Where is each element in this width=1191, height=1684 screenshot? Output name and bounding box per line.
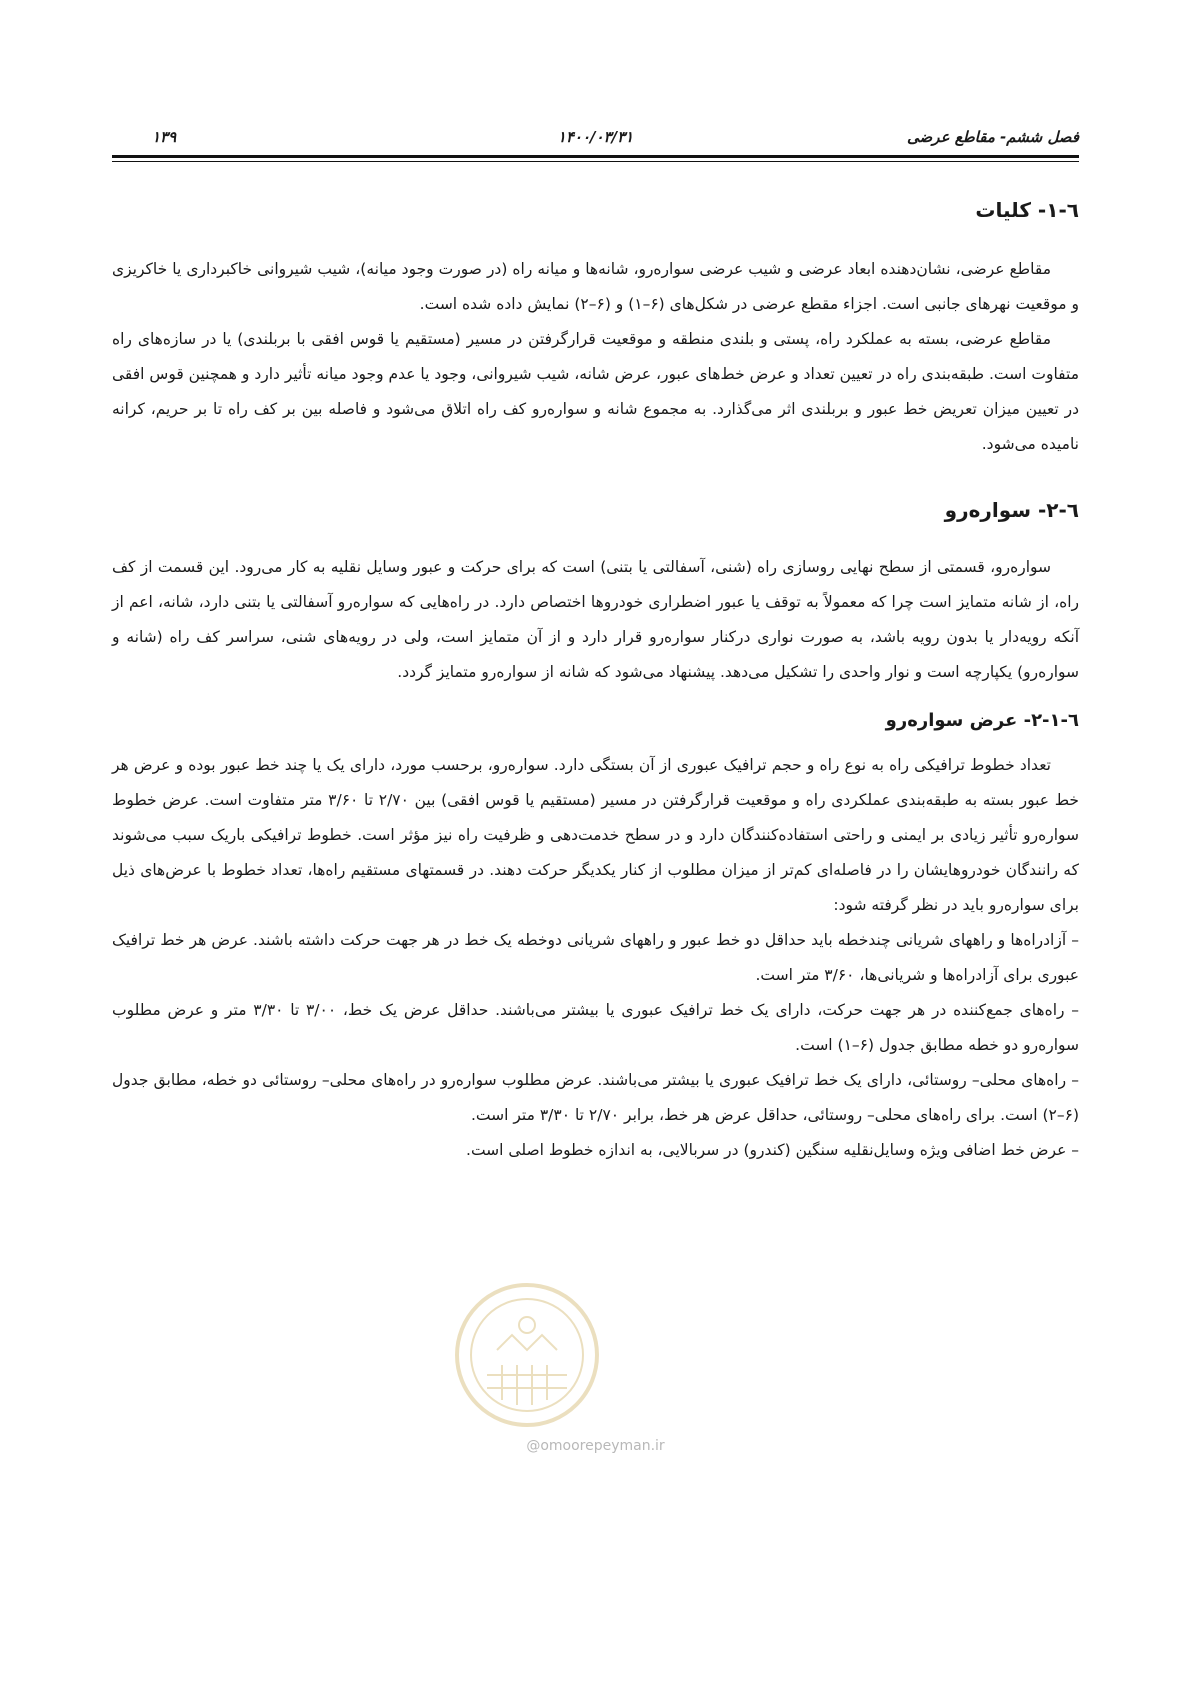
list-item: – راه‌های محلی– روستائی، دارای یک خط ترافیک عبوری یا بیشتر می‌باشند. عرض مطلوب سواره‌رو در راه‌های محلی– روستائی دو خطه، مطابق جدول (۶–۲) است. برای راه‌های محلی– روستائی، حداقل عرض هر خط، برابر ۲/۷۰ تا ۳/۳۰ متر است. — [112, 1071, 1079, 1124]
watermark-seal-icon — [452, 1280, 602, 1430]
paragraph: سواره‌رو، قسمتی از سطح نهایی روسازی راه (شنی، آسفالتی یا بتنی) است که برای حرکت و عبور وسایل نقلیه به کار می‌رود. این قسمت از کف راه، از شانه متمایز است چرا که معمولاً به توقف یا عبور اضطراری خودروها اختصاص دارد. در راه‌هایی که سواره‌رو آسفالتی یا بتنی دارد، شانه، اعم از آنکه رویه‌دار یا بدون رویه باشد، به صورت نواری درکنار سواره‌رو قرار دارد و از آن متمایز است، ولی در رویه‌های شنی، سراسر کف راه (شانه و سواره‌رو) یکپارچه است و نوار واحدی را تشکیل می‌دهد. پیشنهاد می‌شود که شانه از سواره‌رو متمایز گردد. — [112, 558, 1079, 681]
paragraph: تعداد خطوط ترافیکی راه به نوع راه و حجم ترافیک عبوری از آن بستگی دارد. سواره‌رو، برحسب مورد، دارای یک یا چند خط عبور بوده و عرض هر خط عبور بسته به طبقه‌بندی عملکردی راه و موقعیت قرارگرفتن در مسیر (مستقیم یا قوس افقی) بین ۲/۷۰ تا ۳/۶۰ متر متفاوت است. عرض خطوط سواره‌رو تأثیر زیادی بر ایمنی و راحتی استفاده‌کنندگان دارد و در سطح خدمت‌دهی و ظرفیت راه نیز مؤثر است. خطوط ترافیکی باریک سبب می‌شوند که رانندگان خودروهایشان را در فاصله‌ای کم‌تر از میزان مطلوب از کنار یکدیگر حرکت دهند. در قسمتهای مستقیم راه‌ها، تعداد خطوط با عرض‌های ذیل برای سواره‌رو باید در نظر گرفته شود: — [112, 756, 1080, 914]
body-text — [112, 190, 1079, 1168]
header-rule-thin — [112, 161, 1079, 162]
section-heading-generalities: ٦-۱- کلیات — [975, 198, 1079, 222]
header-rule-thick — [112, 155, 1079, 158]
subsection-heading-carriageway-width: ٦-۲-۱- عرض سواره‌رو — [885, 710, 1079, 731]
header-date: ۱۴۰۰/۰۳/۳۱ — [557, 128, 634, 146]
chapter-title: فصل ششم- مقاطع عرضی — [907, 128, 1079, 146]
list-item: – راه‌های جمع‌کننده در هر جهت حرکت، دارای یک خط ترافیک عبوری یا بیشتر می‌باشند. حداقل عرض یک خط، ۳/۰۰ تا ۳/۳۰ متر و عرض مطلوب سواره‌رو دو خطه مطابق جدول (۶–۱) است. — [112, 1001, 1080, 1054]
running-header — [112, 122, 1079, 152]
list-item: – عرض خط اضافی ویژه وسایل‌نقلیه سنگین (کندرو) در سربالایی، به اندازه خطوط اصلی است. — [466, 1141, 1079, 1159]
watermark-text: @omoorepeyman.ir — [526, 1438, 665, 1454]
paragraph: مقاطع عرضی، بسته به عملکرد راه، پستی و بلندی منطقه و موقعیت قرارگرفتن در مسیر (مستقیم یا قوس افقی با بربلندی) یا در سازه‌های راه متفاوت است. طبقه‌بندی راه در تعیین تعداد و عرض خط‌های عبور، عرض شانه، شیب شیروانی، وجود یا عدم وجود میانه تأثیر دارد و همچنین قوس افقی در تعیین میزان تعریض خط عبور و بربلندی اثر می‌گذارد. به مجموع شانه و سواره‌رو کف راه اتلاق می‌شود و فاصله بین بر کف راه تا بر حریم، کرانه نامیده می‌شود. — [112, 330, 1079, 453]
page-number: ۱۳۹ — [152, 128, 177, 146]
list-item: – آزادراه‌ها و راههای شریانی چندخطه باید حداقل دو خط عبور و راههای شریانی دوخطه یک خط در هر جهت حرکت داشته باشند. عرض هر خط ترافیک عبوری برای آزادراه‌ها و شریانی‌ها، ۳/۶۰ متر است. — [112, 931, 1079, 984]
section-heading-carriageway: ٦-۲- سواره‌رو — [944, 498, 1079, 522]
paragraph: مقاطع عرضی، نشان‌دهنده ابعاد عرضی و شیب عرضی سواره‌رو، شانه‌ها و میانه راه (در صورت وجود میانه)، شیب شیروانی خاکبرداری یا خاکریزی و موقعیت نهرهای جانبی است. اجزاء مقطع عرضی در شکل‌های (۶–۱) و (۶–۲) نمایش داده شده است. — [112, 260, 1079, 313]
